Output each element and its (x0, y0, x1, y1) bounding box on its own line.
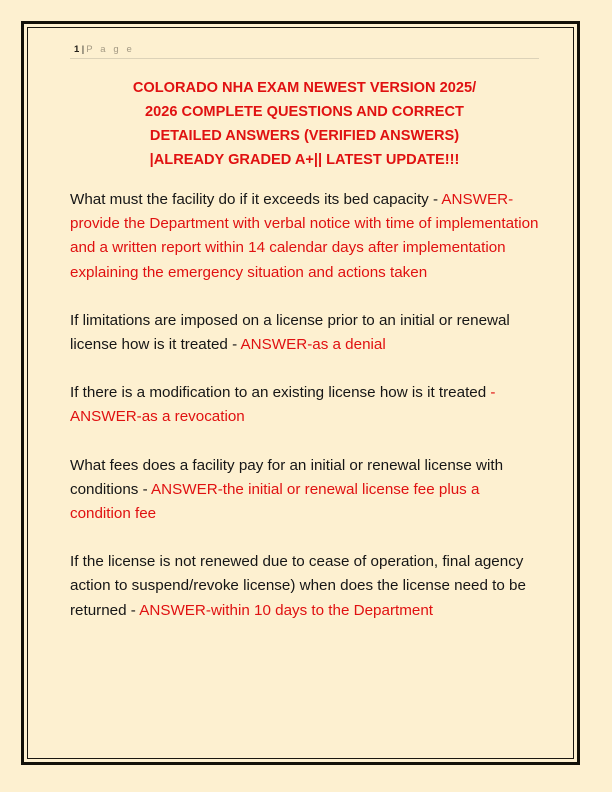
question-answer-dash: - (130, 601, 136, 619)
question-text: If limitations are imposed on a license prior to an initial or renewal license how is it treated (70, 311, 510, 354)
qa-block (70, 309, 539, 357)
question-answer-dash: - (232, 336, 238, 354)
question-answer-dash: - (142, 480, 148, 498)
title-line-3: DETAILED ANSWERS (VERIFIED ANSWERS) (149, 128, 460, 144)
question-text: What must the facility do if it exceeds its bed capacity (70, 191, 433, 208)
page-border-frame (21, 21, 580, 765)
question-text: If there is a modification to an existing license how is it treated (70, 384, 491, 402)
page-number: 1 (74, 44, 80, 55)
qa-block (70, 454, 539, 527)
running-header (70, 40, 539, 55)
page-border-inner-rule (27, 27, 574, 759)
question-answer-dash: - (490, 384, 496, 402)
qa-list (70, 188, 539, 623)
answer-text: ANSWER-as a revocation (70, 408, 245, 426)
title-line-2: 2026 COMPLETE QUESTIONS AND CORRECT (145, 104, 464, 120)
question-answer-dash: - (432, 191, 439, 208)
question-text: What fees does a facility pay for an initial or renewal license with conditions (70, 456, 504, 498)
answer-text: ANSWER-the initial or renewal license fee plus a condition fee (70, 480, 480, 523)
title-line-4: |ALREADY GRADED A+|| LATEST UPDATE!!! (149, 152, 460, 168)
qa-block (70, 550, 539, 623)
qa-block (70, 381, 539, 429)
question-text: If the license is not renewed due to cease of operation, final agency action to suspend/revoke license) when does the license need to be returned (70, 553, 526, 619)
page-label: P a g e (86, 44, 135, 55)
document-content (28, 28, 573, 758)
answer-text: ANSWER-as a denial (237, 336, 386, 354)
answer-text: ANSWER-provide the Department with verbal notice with time of implementation and a written report within 14 calendar days after implementation explaining the emergency situation and actions taken (70, 191, 539, 281)
header-divider (70, 58, 539, 59)
qa-block (70, 188, 539, 285)
document-title (70, 76, 539, 172)
answer-text: ANSWER-within 10 days to the Department (135, 601, 433, 619)
page-number-separator: | (81, 44, 85, 55)
title-line-1: COLORADO NHA EXAM NEWEST VERSION 2025/ (132, 80, 477, 96)
